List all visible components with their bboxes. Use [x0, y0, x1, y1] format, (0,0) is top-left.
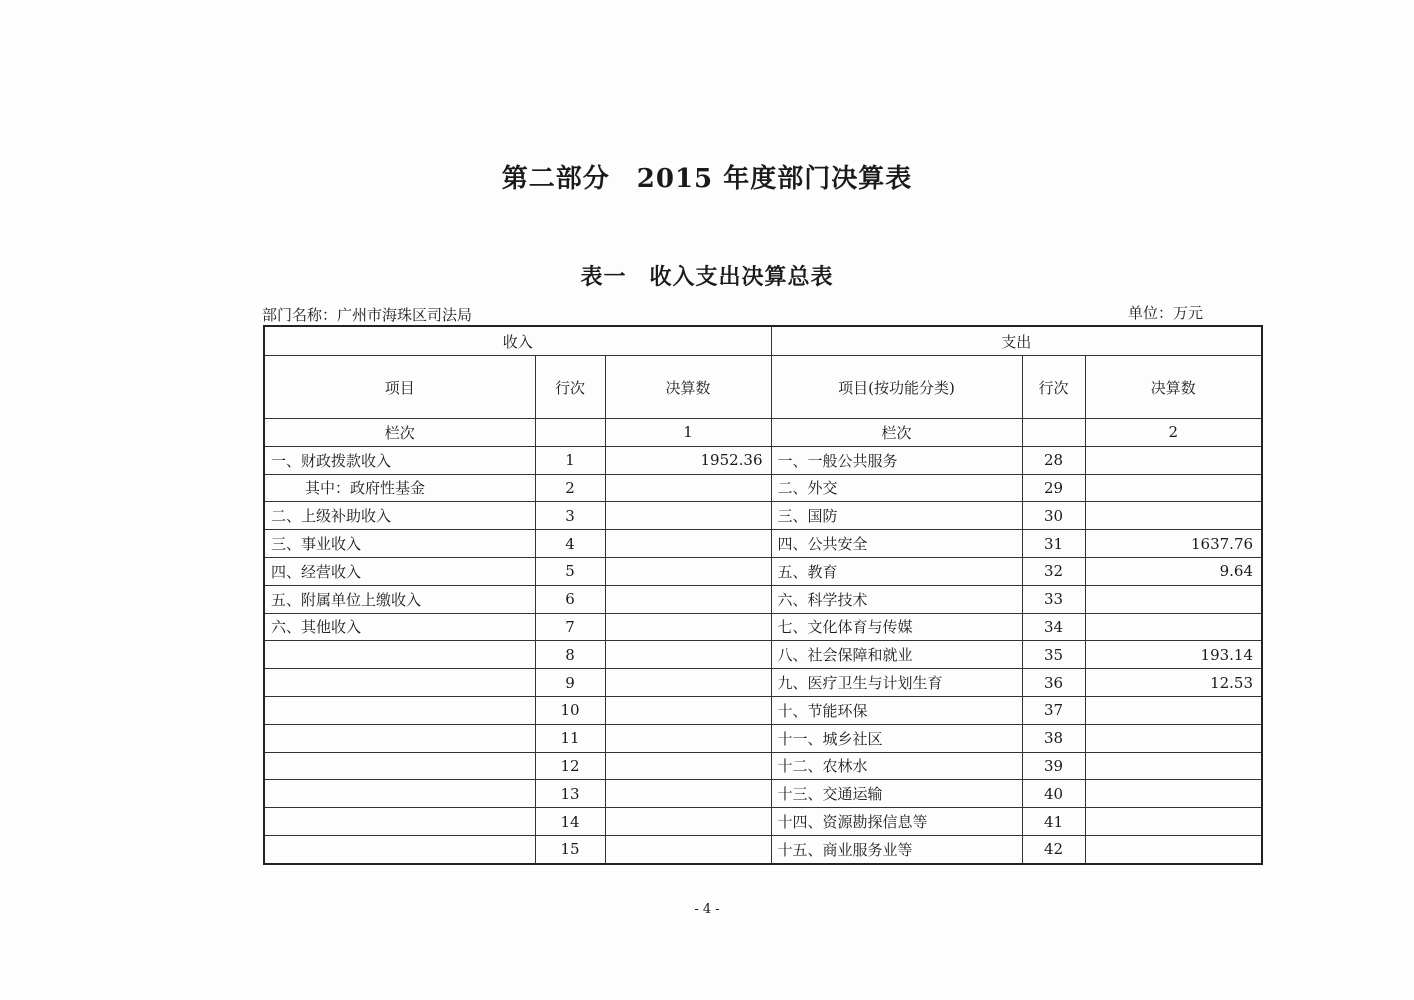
expense-item-cell: 八、社会保障和就业	[771, 641, 1022, 669]
income-item-cell	[264, 780, 535, 808]
expense-item-cell: 二、外交	[771, 474, 1022, 502]
income-amount-cell	[605, 724, 771, 752]
expense-row-no-cell: 31	[1022, 530, 1085, 558]
expense-amount-cell: 1637.76	[1085, 530, 1262, 558]
income-amount-cell	[605, 808, 771, 836]
expense-amount-cell	[1085, 835, 1262, 863]
table-row	[264, 502, 1262, 530]
income-amount-cell	[605, 530, 771, 558]
income-item-cell: 三、事业收入	[264, 530, 535, 558]
expense-amount-cell	[1085, 474, 1262, 502]
income-row-no-cell: 12	[535, 752, 605, 780]
income-row-no-cell: 13	[535, 780, 605, 808]
income-row-no-cell: 1	[535, 446, 605, 474]
table-row	[264, 696, 1262, 724]
col-index-label-2: 栏次	[771, 419, 1022, 447]
income-item-cell: 一、财政拨款收入	[264, 446, 535, 474]
table-row	[264, 474, 1262, 502]
income-item-cell: 其中：政府性基金	[264, 474, 535, 502]
col-amount-header-2: 决算数	[1085, 356, 1262, 419]
col-row-no-header: 行次	[535, 356, 605, 419]
expense-amount-cell	[1085, 613, 1262, 641]
income-item-cell	[264, 752, 535, 780]
col-amount-header: 决算数	[605, 356, 771, 419]
income-amount-cell	[605, 752, 771, 780]
expense-amount-cell	[1085, 446, 1262, 474]
income-amount-cell	[605, 585, 771, 613]
income-row-no-cell: 5	[535, 557, 605, 585]
expense-amount-cell	[1085, 585, 1262, 613]
expense-item-cell: 十一、城乡社区	[771, 724, 1022, 752]
income-amount-cell	[605, 613, 771, 641]
income-item-cell	[264, 724, 535, 752]
expense-item-cell: 三、国防	[771, 502, 1022, 530]
expense-amount-cell	[1085, 502, 1262, 530]
table-row	[264, 613, 1262, 641]
income-row-no-cell: 9	[535, 669, 605, 697]
table-row	[264, 557, 1262, 585]
income-item-cell: 四、经营收入	[264, 557, 535, 585]
expense-amount-cell	[1085, 752, 1262, 780]
income-expense-table	[263, 325, 1263, 865]
income-amount-cell	[605, 835, 771, 863]
expense-amount-cell: 193.14	[1085, 641, 1262, 669]
expense-row-no-cell: 30	[1022, 502, 1085, 530]
expense-item-cell: 十二、农林水	[771, 752, 1022, 780]
table-row	[264, 585, 1262, 613]
expense-item-cell: 六、科学技术	[771, 585, 1022, 613]
col-index-empty-2	[1022, 419, 1085, 447]
expense-row-no-cell: 33	[1022, 585, 1085, 613]
table-row	[264, 724, 1262, 752]
table-row	[264, 835, 1262, 863]
expense-item-cell: 七、文化体育与传媒	[771, 613, 1022, 641]
income-item-cell	[264, 669, 535, 697]
income-amount-cell	[605, 780, 771, 808]
page-number: - 4 -	[694, 902, 720, 917]
expense-row-no-cell: 41	[1022, 808, 1085, 836]
table-column-header-row	[264, 356, 1262, 419]
table-row	[264, 752, 1262, 780]
expense-row-no-cell: 28	[1022, 446, 1085, 474]
table-header-group-row	[264, 326, 1262, 356]
income-item-cell: 六、其他收入	[264, 613, 535, 641]
expense-amount-cell	[1085, 780, 1262, 808]
income-row-no-cell: 11	[535, 724, 605, 752]
income-amount-cell: 1952.36	[605, 446, 771, 474]
expense-row-no-cell: 34	[1022, 613, 1085, 641]
table-title: 表一 收入支出决算总表	[580, 264, 834, 290]
expense-row-no-cell: 40	[1022, 780, 1085, 808]
income-row-no-cell: 6	[535, 585, 605, 613]
expense-row-no-cell: 38	[1022, 724, 1085, 752]
expense-amount-cell	[1085, 696, 1262, 724]
table-row	[264, 530, 1262, 558]
income-row-no-cell: 10	[535, 696, 605, 724]
department-name: 部门名称：广州市海珠区司法局	[262, 306, 473, 324]
col-index-label: 栏次	[264, 419, 535, 447]
col-index-2: 2	[1085, 419, 1262, 447]
income-item-cell	[264, 808, 535, 836]
table-row	[264, 808, 1262, 836]
table-row	[264, 641, 1262, 669]
income-row-no-cell: 14	[535, 808, 605, 836]
income-item-cell	[264, 696, 535, 724]
column-index-row	[264, 419, 1262, 447]
table-row	[264, 446, 1262, 474]
unit-label: 单位：万元	[1128, 304, 1204, 322]
expense-header: 支出	[771, 326, 1262, 356]
income-item-cell: 二、上级补助收入	[264, 502, 535, 530]
expense-row-no-cell: 32	[1022, 557, 1085, 585]
expense-item-cell: 十、节能环保	[771, 696, 1022, 724]
expense-row-no-cell: 29	[1022, 474, 1085, 502]
income-row-no-cell: 2	[535, 474, 605, 502]
income-item-cell	[264, 641, 535, 669]
expense-amount-cell	[1085, 808, 1262, 836]
income-item-cell: 五、附属单位上缴收入	[264, 585, 535, 613]
col-item-header: 项目	[264, 356, 535, 419]
expense-amount-cell: 12.53	[1085, 669, 1262, 697]
income-item-cell	[264, 835, 535, 863]
income-row-no-cell: 7	[535, 613, 605, 641]
expense-amount-cell: 9.64	[1085, 557, 1262, 585]
expense-item-cell: 十五、商业服务业等	[771, 835, 1022, 863]
income-amount-cell	[605, 474, 771, 502]
expense-row-no-cell: 36	[1022, 669, 1085, 697]
col-index-empty	[535, 419, 605, 447]
expense-amount-cell	[1085, 724, 1262, 752]
income-amount-cell	[605, 669, 771, 697]
expense-item-cell: 四、公共安全	[771, 530, 1022, 558]
expense-item-cell: 一、一般公共服务	[771, 446, 1022, 474]
income-amount-cell	[605, 557, 771, 585]
income-row-no-cell: 8	[535, 641, 605, 669]
expense-row-no-cell: 35	[1022, 641, 1085, 669]
col-item-func-header: 项目(按功能分类)	[771, 356, 1022, 419]
expense-item-cell: 五、教育	[771, 557, 1022, 585]
income-row-no-cell: 15	[535, 835, 605, 863]
expense-item-cell: 九、医疗卫生与计划生育	[771, 669, 1022, 697]
expense-item-cell: 十四、资源勘探信息等	[771, 808, 1022, 836]
income-row-no-cell: 3	[535, 502, 605, 530]
expense-row-no-cell: 42	[1022, 835, 1085, 863]
col-row-no-header-2: 行次	[1022, 356, 1085, 419]
page-title: 第二部分 2015 年度部门决算表	[501, 164, 913, 194]
expense-row-no-cell: 39	[1022, 752, 1085, 780]
expense-item-cell: 十三、交通运输	[771, 780, 1022, 808]
income-amount-cell	[605, 641, 771, 669]
col-index-1: 1	[605, 419, 771, 447]
table-row	[264, 669, 1262, 697]
table-row	[264, 780, 1262, 808]
expense-row-no-cell: 37	[1022, 696, 1085, 724]
income-amount-cell	[605, 502, 771, 530]
income-row-no-cell: 4	[535, 530, 605, 558]
income-amount-cell	[605, 696, 771, 724]
income-header: 收入	[264, 326, 771, 356]
